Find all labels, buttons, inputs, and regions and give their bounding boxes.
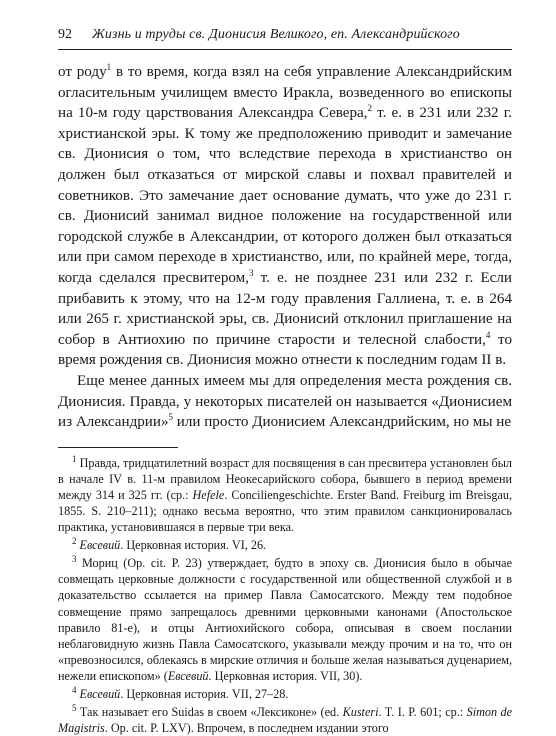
footnotes — [58, 455, 512, 736]
footnote-2: $^2$ Евсевий. Церковная история. VI, 26. — [72, 536, 267, 553]
footnote-ref-4[interactable]: 4 — [485, 329, 491, 340]
footnote-ref-5[interactable]: 5 — [168, 412, 173, 423]
running-header — [58, 26, 512, 50]
footnote-1: $^1$ Правда, тридцатилетний возраст для посвящения в сан пресвитера установлен был в начале IV в. 11-м правилом Неокесарийского собора, бывшего в период времени между 314 и 325 гг. (ср.: Hefele. Conciliengeschichte. Erster Band. Freiburg im Breisgau, 1855. S. 210–211); однако весьма вероятно, что этим правилом санкционировалась практика, установившаяся в первые три века. — [58, 453, 512, 535]
page-number: 92 — [58, 27, 72, 42]
running-title: Жизнь и труды св. Дионисия Великого, еп. Александрийского — [92, 27, 460, 42]
main-text — [58, 62, 512, 433]
footnote-3: $^3$ Мориц (Op. cit. P. 23) утверждает, будто в эпоху св. Дионисия было в обычае совмещать церковные должности с государственной или общественной службой и в доказательство ссылается на пример Павла Самосатского. Между тем подобное совмещение прямо запрещалось древними церковными канонами (Апостольское правило 81-е), и отцы Антиохийского собора, описывая в своем послании неблаговидную жизнь Павла Самосатского, указывали между прочим и на то, что он «превозносился, облекаясь в мирские отличия и больше желая называться дуценарием, нежели епископом» (Евсевий. Церковная история. VII, 30). — [58, 554, 512, 683]
footnote-5: $^5$ Так называет его Suidas в своем «Лексиконе» (ed. Kusteri. T. I. P. 601; ср.: Simon de Magistris. Op. cit. P. LXV). Впрочем, в последнем издании этого — [58, 703, 512, 736]
footnote-separator — [58, 447, 178, 448]
footnote-4: $^4$ Евсевий. Церковная история. VII, 27–28. — [72, 684, 289, 701]
footnote-ref-2[interactable]: 2 — [367, 103, 373, 114]
paragraph-1: от роду$^1$ в то время, когда взял на себя управление Александрийским огласительным училищем вместо Иракла, возведенного во епископы на 10-м году царствования Александра Севера,$^2$ т. е. в 231 или 232 г. христианской эры. К тому же предположению приводит и замечание св. Дионисия о том, что вследствие перехода в христианство он должен был отказаться от мирской славы и похвал правителей и советников. Это замечание дает основание думать, что уже до 231 г. св. Дионисий занимал видное положение на государственной или городской службе в Александрии, от которого должен был отказаться или при самом переходе в христианство, или, по крайней мере, тогда, когда сделался пресвитером,$^3$ т. е. не позднее 231 или 232 г. Если прибавить к этому, что на 12-м году правления Галлиена, т. е. в 264 или 265 г. христианской эры, св. Дионисий отклонил приглашение на собор в Антиохию по причине старости и телесной слабости,$^4$ то время рождения св. Дионисия можно отнести к последним годам II в. — [58, 61, 512, 369]
footnote-ref-3[interactable]: 3 — [248, 267, 254, 278]
paragraph-2: Еще менее данных имеем мы для определения места рождения св. Дионисия. Правда, у некоторых писателей он называется «Дионисием из Александрии»$^5$ или просто Дионисием Александрийским, но мы не — [58, 372, 512, 431]
footnote-ref-1[interactable]: 1 — [106, 61, 112, 72]
